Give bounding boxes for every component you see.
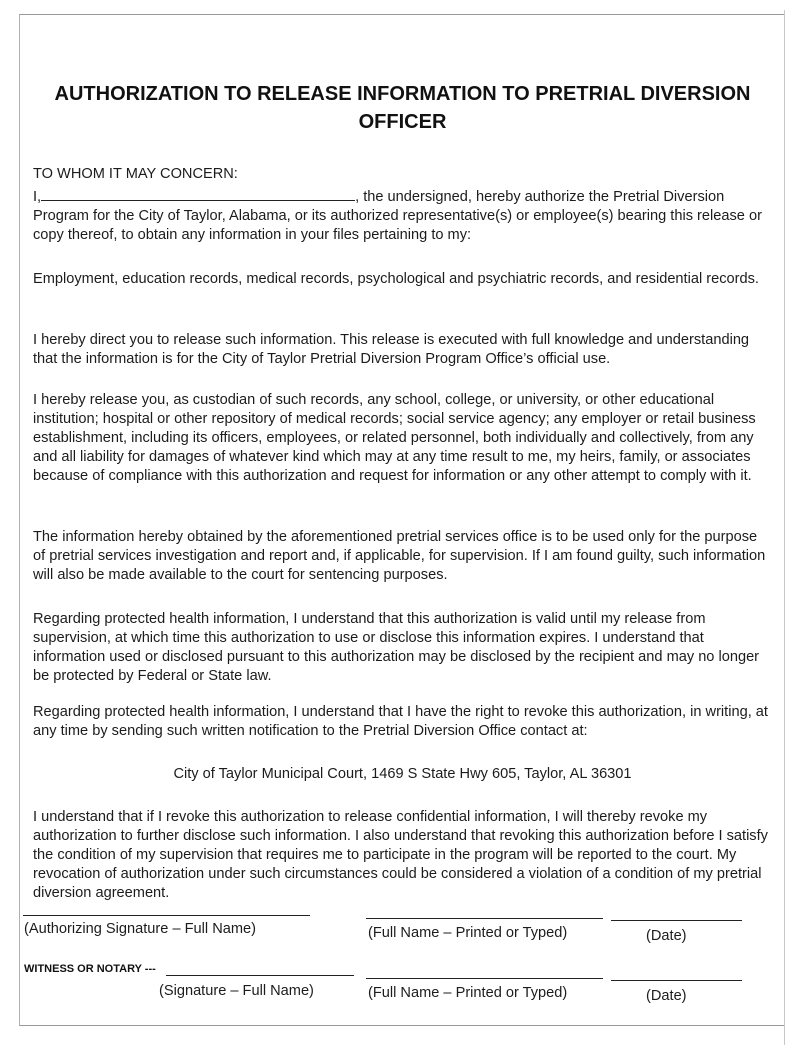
witness-signature-line[interactable] (166, 975, 354, 976)
salutation: TO WHOM IT MAY CONCERN: (33, 166, 238, 182)
page-edge (784, 10, 785, 1045)
intro-prefix: I, (33, 189, 42, 205)
printed-name-label: (Full Name – Printed or Typed) (368, 925, 568, 941)
printed-name-line[interactable] (366, 918, 603, 919)
records-paragraph: Employment, education records, medical records, psychological and psychiatric records, and residential records. (33, 271, 759, 287)
witness-date-label: (Date) (646, 988, 687, 1004)
revoke-effect-paragraph: I understand that if I revoke this authorization to release confidential information, I will thereby revoke my authorization to further disclose such information. I also understand that revoking this authorization before I satisfy the condition of my supervision that requires me to participate in the program will be reported to the court. My revocation of authorization under such circumstances could be considered a violation of a condition of my pretrial diversion agreement. (33, 809, 768, 901)
phi-validity-paragraph: Regarding protected health information, I understand that this authorization is valid until my release from supervision, at which time this authorization to use or disclose this information expires. I understand that information used or disclosed pursuant to this authorization may be disclosed by the recipient and may no longer be protected by Federal or State law. (33, 611, 760, 684)
intro-paragraph (33, 188, 773, 245)
witness-date-line[interactable] (611, 980, 742, 981)
witness-notary-label: WITNESS OR NOTARY --- (24, 963, 156, 975)
witness-signature-label: (Signature – Full Name) (159, 983, 314, 999)
release-paragraph: I hereby release you, as custodian of such records, any school, college, or university, or other educational institution; hospital or other repository of medical records; social service agency; any employer or retail business establishment, including its officers, employees, or related personnel, both individually and collectively, from any and all liability for damages of whatever kind which may at any time result to me, my heirs, family, or associates because of compliance with this authorization and request for information or any other attempt to comply with it. (33, 392, 756, 484)
witness-printed-name-line[interactable] (366, 978, 603, 979)
authorizing-signature-line[interactable] (23, 915, 310, 916)
date-line[interactable] (611, 920, 742, 921)
direct-paragraph: I hereby direct you to release such information. This release is executed with full knowledge and understanding that the information is for the City of Taylor Pretrial Diversion Program Office’s official use. (33, 332, 750, 367)
authorizing-signature-label: (Authorizing Signature – Full Name) (24, 921, 256, 937)
date-label: (Date) (646, 928, 687, 944)
intro-text: , the undersigned, hereby authorize the Pretrial Diversion Program for the City of Taylor, Alabama, or its authorized representative(s) or employee(s) bearing this release or copy thereof, to obtain any information in your files pertaining to my: (33, 189, 762, 243)
witness-printed-name-label: (Full Name – Printed or Typed) (368, 985, 568, 1001)
name-blank-line[interactable] (41, 188, 355, 201)
phi-revoke-paragraph: Regarding protected health information, I understand that I have the right to revoke this authorization, in writing, at any time by sending such written notification to the Pretrial Diversion Office contact at: (33, 704, 768, 739)
usage-paragraph: The information hereby obtained by the aforementioned pretrial services office is to be used only for the purpose of pretrial services investigation and report and, if applicable, for supervision. If I am found guilty, such information will also be made available to the court for sentencing purposes. (33, 529, 766, 583)
document-title: AUTHORIZATION TO RELEASE INFORMATION TO PRETRIAL DIVERSION OFFICER (54, 83, 751, 133)
court-address: City of Taylor Municipal Court, 1469 S State Hwy 605, Taylor, AL 36301 (173, 766, 632, 782)
